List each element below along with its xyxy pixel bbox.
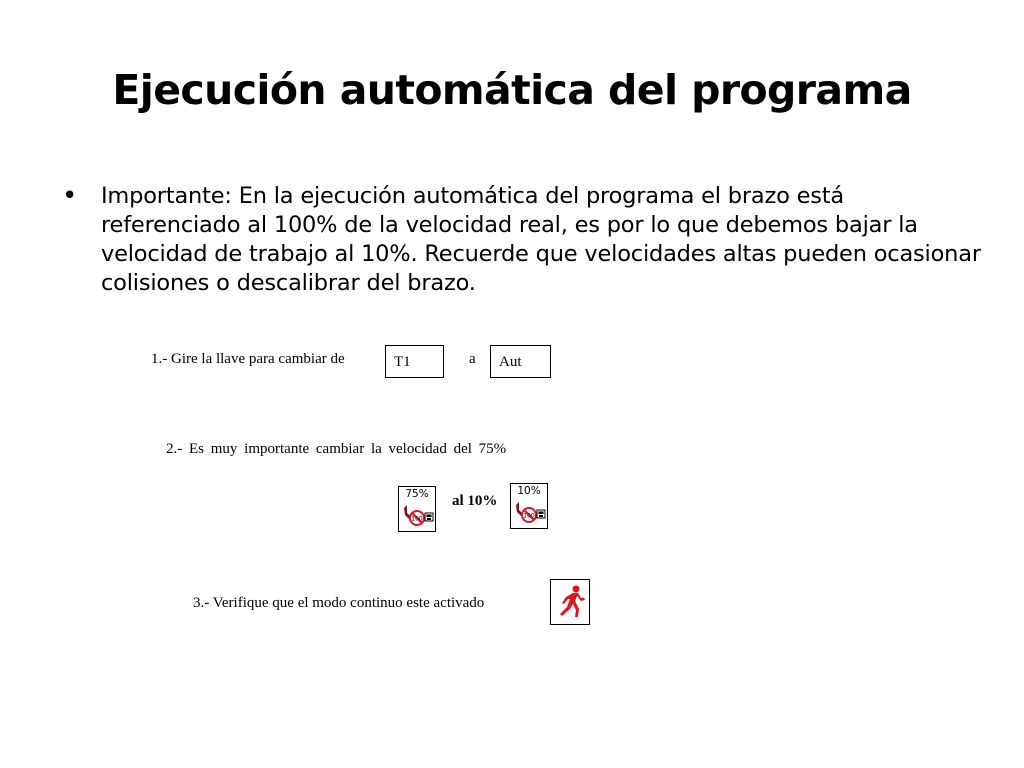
continuous-mode-icon (550, 579, 590, 625)
mode-aut-box: Aut (490, 345, 551, 378)
step1-connector: a (469, 351, 476, 367)
slide-title: Ejecución automática del programa (112, 66, 912, 114)
mode-t1-box: T1 (385, 345, 444, 378)
svg-text:100: 100 (411, 515, 423, 523)
step3-text: 3.- Verifique que el modo continuo este activado (193, 595, 485, 611)
bullet-dot-icon: • (62, 181, 78, 211)
speed-override-icon (514, 501, 546, 525)
running-man-icon (553, 584, 587, 620)
speed-10-label: 10% (517, 485, 541, 497)
speed-75-label: 75% (405, 488, 429, 500)
step2-text: 2.- Es muy importante cambiar la velocidad del 75% (166, 441, 507, 457)
svg-text:100: 100 (523, 512, 535, 520)
speed-75-icon (398, 486, 436, 532)
speed-override-icon (402, 504, 434, 528)
bullet-item (62, 182, 982, 298)
speed-10-icon (510, 483, 548, 529)
step1-text: 1.- Gire la llave para cambiar de (151, 351, 345, 367)
bullet-text: Importante: En la ejecución automática del programa el brazo está referenciado al 100% de la velocidad real, es por lo que debemos bajar la velocidad de trabajo al 10%. Recuerde que velocidades altas pueden ocasionar colisiones o descalibrar del brazo. (101, 183, 981, 296)
step2-connector: al 10% (452, 493, 498, 509)
